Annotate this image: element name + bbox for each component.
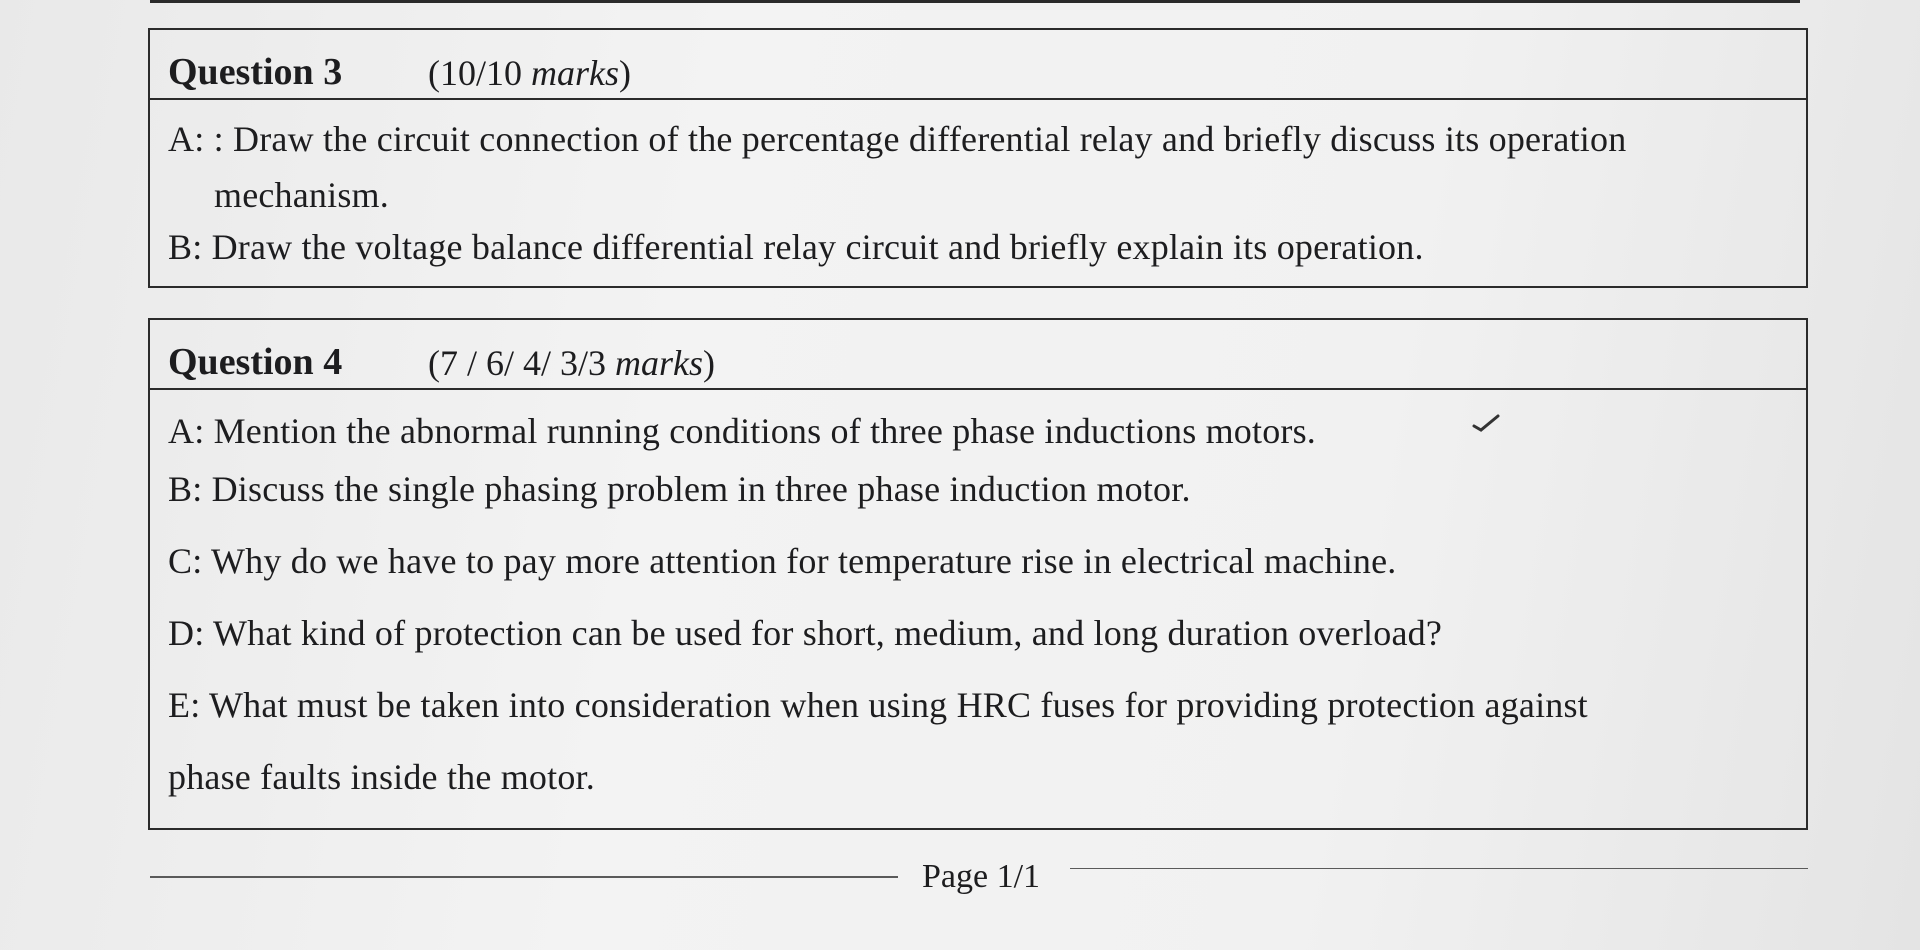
question-3-part-a-continued: mechanism. [214, 175, 389, 215]
footer-rule-left [150, 876, 898, 878]
question-3-part-a: A: : Draw the circuit connection of the percentage differential relay and briefly discuss its operation [168, 119, 1627, 159]
question-3-header [150, 30, 1806, 100]
pen-check-mark [1472, 414, 1500, 432]
question-4-part-e-continued: phase faults inside the motor. [168, 757, 595, 797]
question-3-marks: (10/10 marks) [428, 53, 631, 93]
top-rule [150, 0, 1800, 3]
question-4-header [150, 320, 1806, 390]
question-4-part-c: C: Why do we have to pay more attention for temperature rise in electrical machine. [168, 541, 1397, 581]
question-4-box [148, 318, 1808, 830]
question-4-marks: (7 / 6/ 4/ 3/3 marks) [428, 343, 715, 383]
question-4-part-d: D: What kind of protection can be used for short, medium, and long duration overload? [168, 613, 1443, 653]
question-3-title: Question 3 [168, 51, 343, 93]
question-4-title: Question 4 [168, 341, 343, 383]
footer-rule-right [1070, 868, 1808, 869]
question-4-part-b: B: Discuss the single phasing problem in three phase induction motor. [168, 469, 1191, 509]
question-3-box [148, 28, 1808, 288]
question-4-part-a: A: Mention the abnormal running conditions of three phase inductions motors. [168, 411, 1317, 451]
question-4-part-e: E: What must be taken into consideration when using HRC fuses for providing protection against [168, 685, 1588, 725]
page-number: Page 1/1 [922, 858, 1041, 895]
question-3-part-b: B: Draw the voltage balance differential relay circuit and briefly explain its operation. [168, 227, 1424, 267]
